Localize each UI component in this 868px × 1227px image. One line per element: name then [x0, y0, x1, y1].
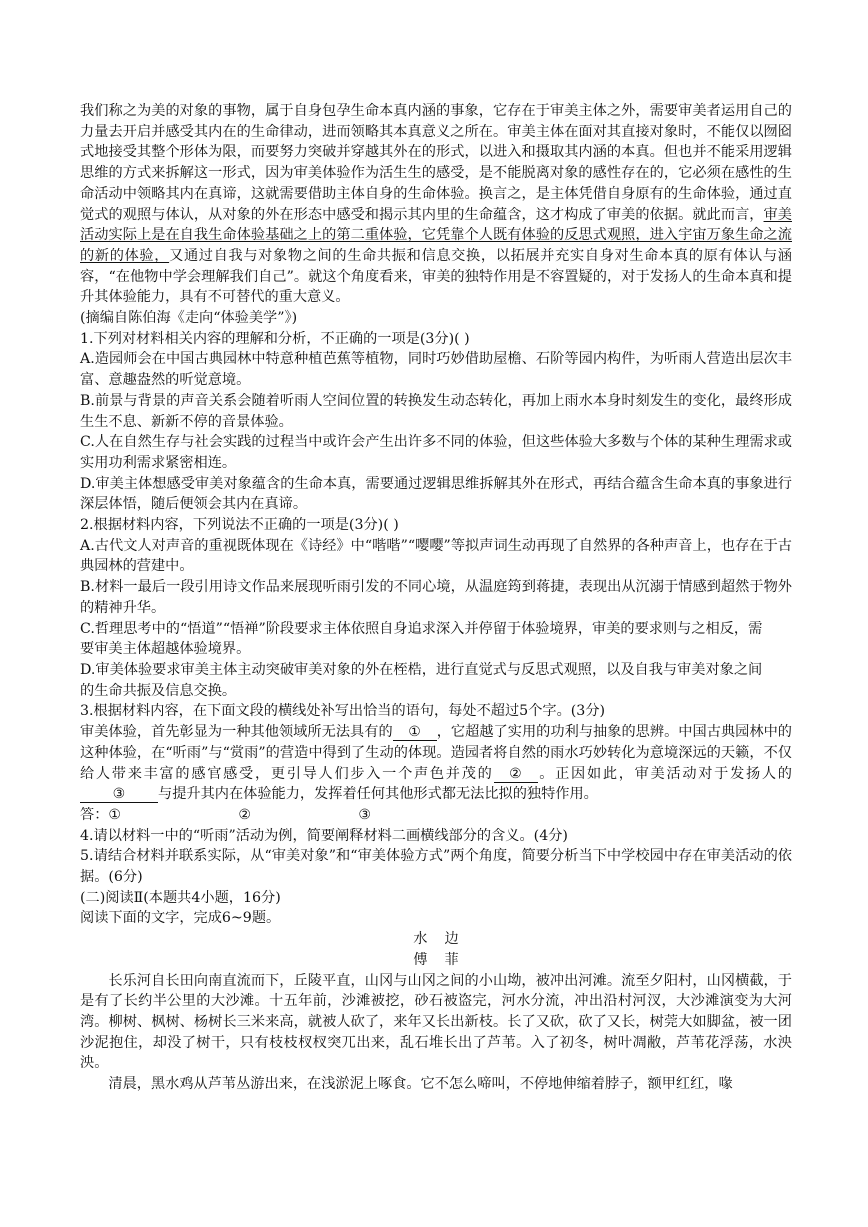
- question-5: 5.请结合材料并联系实际，从“审美对象”和“审美体验方式”两个角度，简要分析当下中学校园中存在审美活动的依据。(6分): [80, 848, 792, 886]
- q3-fill-passage: [80, 722, 792, 805]
- answer-slot-1[interactable]: ①: [108, 806, 122, 823]
- answer-slot-3[interactable]: ③: [358, 806, 372, 823]
- q2-option-b: B.材料一最后一段引用诗文作品来展现听雨引发的不同心境，从温庭筠到蒋捷，表现出从沉溺于情感到超然于物外的精神升华。: [80, 579, 792, 616]
- q2-option-c-cont: 要审美主体超越体验境界。: [80, 641, 251, 658]
- q1-option-d: D.审美主体想感受审美对象蕴含的生命本真，需要通过逻辑思维拆解其外在形式，再结合蕴含生命本真的事象进行深层体悟，随后便领会其内在真谛。: [80, 475, 792, 513]
- passage-text-a: 我们称之为美的对象的事物，属于自身包孕生命本真内涵的事象，它存在于审美主体之外，需要审美者运用自己的力量去开启并感受其内在的生命律动，进而领略其本真意义之所在。审美主体在面对其直接对象时，不能仅以囫囵式地接受其整个形体为限，而要努力突破并穿越其外在的形式，以进入和摄取其内涵的本真。但也并不能采用逻辑思维的方式来拆解这一形式，因为审美体验作为活生生的感受，是不能脱离对象的感性存在的，它必须在感性的生命活动中领略其内在真谛，这就需要借助主体自身的生命体验。换言之，是主体凭借自身原有的生命体验，通过直觉式的观照与体认，从对象的外在形态中感受和揭示其内里的生命蕴含，这才构成了审美的依据。就此而言，: [80, 103, 792, 223]
- question-2: 2.根据材料内容，下列说法不正确的一项是(3分)( ): [80, 517, 399, 534]
- story-title: 水边: [413, 931, 476, 948]
- q3-text-4: 与提升其内在体验能力，发挥着任何其他形式都无法比拟的独特作用。: [158, 786, 598, 803]
- q2-option-d-cont: 的生命共振及信息交换。: [80, 682, 237, 699]
- answer-line: [80, 805, 792, 826]
- source-citation: (摘编自陈伯海《走向“体验美学”》): [80, 310, 298, 327]
- section-2-heading: (二)阅读Ⅱ(本题共4小题，16分): [80, 889, 281, 906]
- q3-text-1: 审美体验，首先彰显为一种其他领域所无法具有的: [80, 724, 393, 741]
- section-2-instruction: 阅读下面的文字，完成6~9题。: [80, 910, 281, 927]
- fill-blank-2[interactable]: ②: [494, 766, 538, 783]
- answer-label: 答：: [80, 806, 109, 823]
- passage-paragraph: [80, 101, 792, 308]
- q2-option-d: D.审美体验要求审美主体主动突破审美对象的外在桎梏，进行直觉式与反思式观照，以及自我与审美对象之间: [80, 661, 763, 678]
- q2-option-a: A.古代文人对声音的重视既体现在《诗经》中“喈喈”“嘤嘤”等拟声词生动再现了自然界的各种声音上，也存在于古典园林的营建中。: [80, 537, 792, 575]
- q1-option-c: C.人在自然生存与社会实践的过程当中或许会产生出许多不同的体验，但这些体验大多数与个体的某种生理需求或实用功利需求紧密相连。: [80, 434, 792, 471]
- story-paragraph-1: 长乐河自长田向南直流而下，丘陵平直，山冈与山冈之间的小山坳，被冲出河滩。流至夕阳村，山冈横截，于是有了长约半公里的大沙滩。十五年前，沙滩被挖，砂石被盗完，河水分流，冲出沿村河汊，大沙滩演变为大河湾。柳树、枫树、杨树长三米来高，就被人砍了，来年又长出新枝。长了又砍，砍了又长，树莞大如脚盆，被一团沙泥抱住，却没了树干，只有枝枝杈杈突兀出来，乱石堆长出了芦苇。入了初冬，树叶凋敝，芦苇花浮荡，水泱泱。: [80, 972, 792, 1072]
- q1-option-b: B.前景与背景的声音关系会随着听雨人空间位置的转换发生动态转化，再加上雨水本身时刻发生的变化，最终形成生生不息、新新不停的音景体验。: [80, 392, 792, 430]
- fill-blank-3[interactable]: ③: [80, 786, 158, 803]
- story-author: 傅菲: [413, 951, 476, 968]
- q2-option-c: C.哲理思考中的“悟道”“悟禅”阶段要求主体依照自身追求深入并停留于体验境界，审美的要求则与之相反，需: [80, 620, 763, 637]
- story-paragraph-2: 清晨，黑水鸡从芦苇丛游出来，在浅淤泥上啄食。它不怎么啼叫，不停地伸缩着脖子，额甲红红，喙: [108, 1076, 733, 1093]
- q1-option-a: A.造园师会在中国古典园林中特意种植芭蕉等植物，同时巧妙借助屋檐、石阶等园内构件，为听雨人营造出层次丰富、意趣盎然的听觉意境。: [80, 351, 792, 389]
- fill-blank-1[interactable]: ①: [393, 724, 437, 741]
- document-page: [80, 101, 792, 1095]
- underlined-passage: 审美活动实际上是在自我生命体验基础之上的第二重体验，它凭靠个人既有体验的反思式观照，进入宇宙万象生命之流的新的体验，: [80, 206, 792, 264]
- question-4: 4.请以材料一中的“听雨”活动为例，简要阐释材料二画横线部分的含义。(4分): [80, 827, 568, 844]
- passage-text-b: 又通过自我与对象物之间的生命共振和信息交换，以拓展并充实自身对生命本真的原有体认与涵容，“在他物中学会理解我们自己”。就这个角度看来，审美的独特作用是不容置疑的，对于发扬人的生命本真和提升其体验能力，具有不可替代的重大意义。: [80, 247, 792, 306]
- q3-text-2: ，它超越了实用的功利与抽象的思辨。中国古典园林中的这种体验，在“听雨”与“赏雨”的营造中得到了生动的体现。造园者将自然的雨水巧妙转化为意境深远的天籁，不仅给人带来丰富的感官感受，更引导人们步入一个声色并茂的: [80, 724, 792, 782]
- answer-slot-2[interactable]: ②: [238, 806, 252, 823]
- q3-text-3: 。正因如此，审美活动对于发扬人的: [537, 765, 792, 782]
- question-1: 1.下列对材料相关内容的理解和分析，不正确的一项是(3分)( ): [80, 330, 470, 347]
- question-3: 3.根据材料内容，在下面文段的横线处补写出恰当的语句，每处不超过5个字。(3分): [80, 703, 606, 720]
